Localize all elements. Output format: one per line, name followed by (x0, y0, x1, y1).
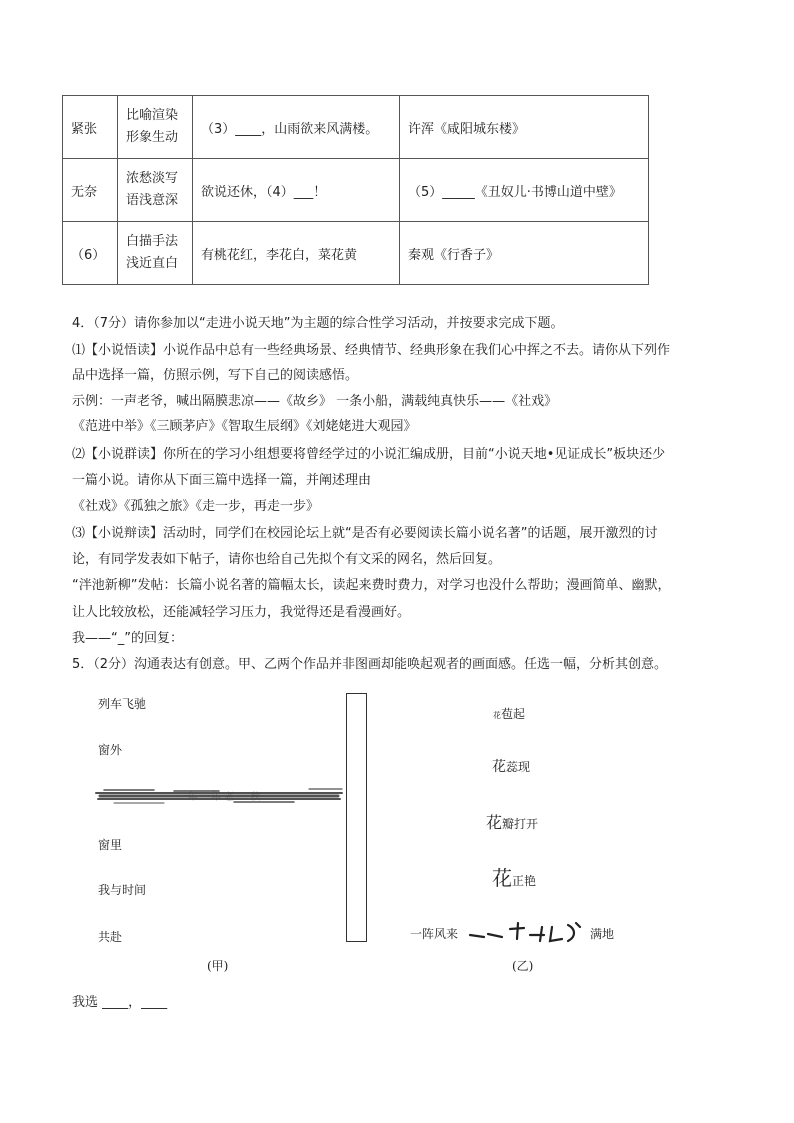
flower-char-small: 花 (493, 711, 501, 720)
yi-line-4 (492, 862, 536, 891)
table-row (63, 96, 649, 159)
jia-line: 列车飞驰 (98, 697, 147, 711)
source-cell: （5）_____《丑奴儿·书博山道中壁》 (400, 159, 649, 222)
technique-cell: 比喻渲染形象生动 (118, 96, 193, 159)
q4-part1-line2: 品中选择一篇，仿照示例，写下自己的阅读感悟。 (72, 368, 359, 383)
blurred-text: 一年 一年 老 一 秋 (177, 792, 261, 803)
technique-cell: 浓愁淡写语浅意深 (118, 159, 193, 222)
q4-works-list: 《范进中举》《三顾茅庐》《智取生辰纲》《刘姥姥进大观园》 (72, 419, 417, 434)
q4-part3-line1: ⑶【小说辩读】活动时，同学们在校园论坛上就“是否有必要阅读长篇小说名著”的话题，展开激烈的讨 (72, 526, 658, 541)
verse-cell: 欲说还休，（4）___！ (193, 159, 400, 222)
emotion-cell: 无奈 (63, 159, 118, 222)
q5-header: 5．（2分）沟通表达有创意。甲、乙两个作品并非图画却能唤起观者的画面感。任选一幅，分析其创意。 (72, 657, 668, 672)
source-cell: 许浑《咸阳城东楼》 (400, 96, 649, 159)
yi-line-5 (410, 917, 620, 947)
yi-line-4-text: 正艳 (512, 874, 537, 888)
q4-header: 4．（7分）请你参加以“走进小说天地”为主题的综合性学习活动，并按要求完成下题。 (72, 316, 564, 331)
flower-char: 花 (492, 759, 506, 775)
q4-part2-works: 《社戏》《孤独之旅》《走一步，再走一步》 (72, 499, 320, 514)
jia-line: 窗里 (98, 838, 123, 852)
technique-cell: 白描手法浅近直白 (118, 222, 193, 285)
jia-line: 我与时间 (98, 883, 147, 897)
flower-char-large: 花 (492, 866, 512, 890)
yi-line-2-text: 蕊现 (506, 760, 531, 774)
vertical-bar (346, 693, 367, 942)
yi-line-1-text: 苞起 (501, 707, 526, 721)
q5-answer-line: 我选 ____，____ (72, 995, 168, 1010)
q4-reply: 我——“_”的回复： (72, 631, 183, 646)
jia-caption: (甲) (207, 959, 229, 973)
table-row (63, 222, 649, 285)
q4-part2-line1: ⑵【小说群读】你所在的学习小组想要将曾经学过的小说汇编成册，目前“小说天地•见证成长”板块还少 (72, 447, 666, 462)
verse-cell: （3）____，山雨欲来风满楼。 (193, 96, 400, 159)
blurred-motion-text (94, 784, 344, 808)
yi-line-5-end: 满地 (590, 927, 615, 941)
yi-line-3 (486, 810, 538, 833)
yi-line-3-text: 瓣打开 (502, 817, 539, 831)
q4-example: 示例：一声老爷，喊出隔膜悲凉——《故乡》 一条小船，满载纯真快乐——《社戏》 (72, 394, 558, 409)
jia-line: 共赴 (98, 930, 123, 944)
flower-char: 花 (486, 813, 503, 832)
q4-part3-line2: 论，有同学发表如下帖子，请你也给自己先拟个有文采的网名，然后回复。 (72, 552, 502, 567)
verse-cell: 有桃花红，李花白，菜花黄 (193, 222, 400, 285)
q4-post-line1: “泮池新柳”发帖：长篇小说名著的篇幅太长，读起来费时费力，对学习也没什么帮助；漫画简单、幽默， (72, 578, 671, 593)
emotion-cell: （6） (63, 222, 118, 285)
q4-part1-line1: ⑴【小说悟读】小说作品中总有一些经典场景、经典情节、经典形象在我们心中挥之不去。请你从下列作 (72, 343, 671, 358)
yi-line-5-start: 一阵风来 (410, 927, 459, 941)
yi-caption: (乙) (512, 959, 534, 973)
q4-post-line2: 让人比较放松，还能减轻学习压力，我觉得还是看漫画好。 (72, 605, 411, 620)
scattered-petals-icon (464, 919, 588, 945)
yi-line-1 (493, 703, 525, 722)
table-row (63, 159, 649, 222)
yi-line-2 (492, 756, 530, 776)
source-cell: 秦观《行香子》 (400, 222, 649, 285)
emotion-cell: 紧张 (63, 96, 118, 159)
poem-table (62, 95, 649, 285)
jia-line: 窗外 (98, 743, 123, 757)
q4-part2-line2: 一篇小说。请你从下面三篇中选择一篇，并阐述理由 (72, 473, 372, 488)
